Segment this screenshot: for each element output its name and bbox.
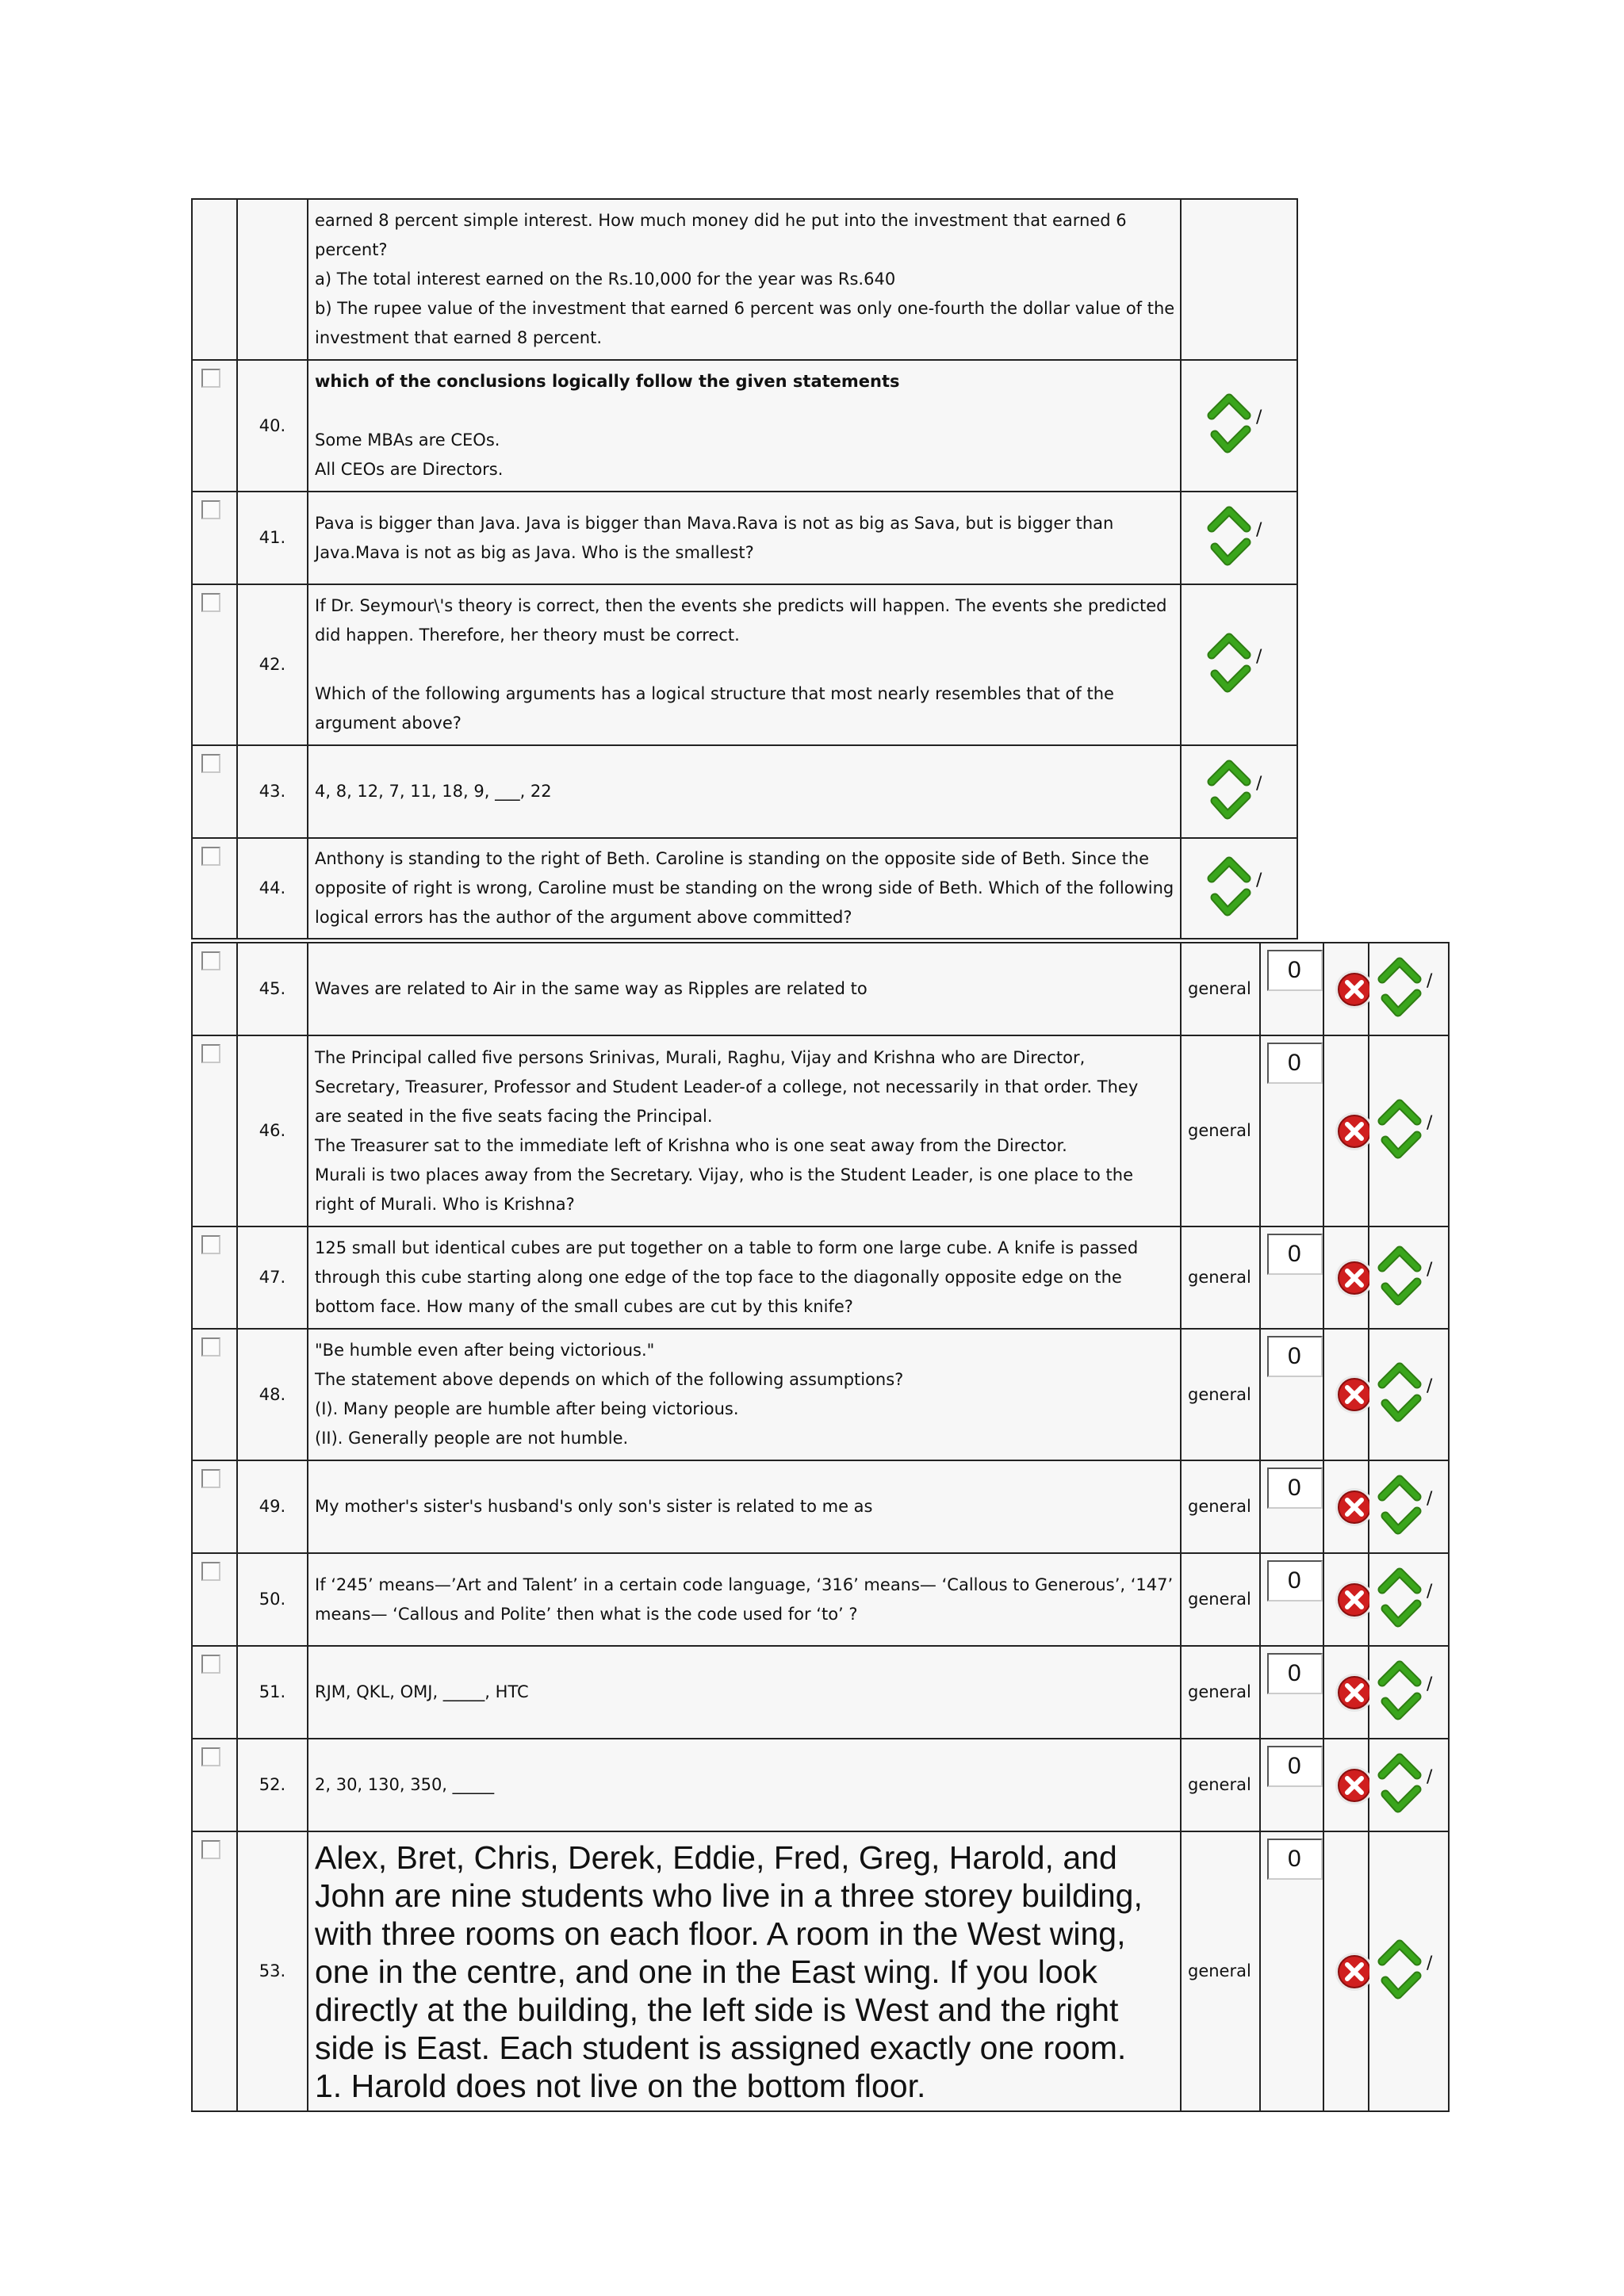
question-row — [192, 1329, 1449, 1460]
vote-arrows-icon — [1207, 504, 1254, 572]
vote-up-highlight — [1382, 1367, 1417, 1384]
vote-cell — [1181, 838, 1297, 939]
vote-control — [1377, 1360, 1433, 1429]
question-number: 41. — [237, 492, 308, 584]
question-line: The Treasurer sat to the immediate left of Krishna who is one seat away from the Director. — [315, 1135, 1067, 1155]
score-field[interactable]: 0 — [1267, 1560, 1323, 1601]
checkbox-icon[interactable] — [201, 1044, 220, 1063]
delete-wrapper — [1324, 969, 1369, 1010]
vote-control — [1377, 1659, 1433, 1727]
category-label: general — [1181, 1329, 1260, 1460]
question-row — [192, 492, 1297, 584]
question-line: investment that earned 8 percent. — [315, 328, 603, 347]
score-cell — [1260, 1460, 1323, 1553]
score-cell — [1260, 943, 1323, 1035]
question-number: 44. — [237, 838, 308, 939]
score-cell — [1260, 1329, 1323, 1460]
question-line: "Be humble even after being victorious." — [315, 1341, 655, 1360]
delete-cell — [1323, 943, 1369, 1035]
vote-up-highlight — [1382, 1665, 1417, 1682]
question-line: one in the centre, and one in the East wing. If you look — [315, 1953, 1097, 1990]
category-label: general — [1181, 943, 1260, 1035]
score-field[interactable]: 0 — [1267, 1043, 1323, 1084]
select-cell — [192, 584, 237, 745]
question-line: 2, 30, 130, 350, _____ — [315, 1775, 495, 1794]
vote-cell — [1369, 1035, 1449, 1226]
vote-cell — [1369, 1831, 1449, 2111]
checkbox-icon[interactable] — [201, 754, 220, 773]
score-cell — [1260, 1226, 1323, 1329]
delete-wrapper — [1324, 1374, 1369, 1415]
select-cell — [192, 360, 237, 492]
question-line: (I). Many people are humble after being victorious. — [315, 1399, 739, 1418]
vote-control — [1207, 392, 1262, 460]
question-number: 46. — [237, 1035, 308, 1226]
vote-control — [1377, 955, 1433, 1024]
question-number: 50. — [237, 1553, 308, 1646]
question-row — [192, 360, 1297, 492]
score-field[interactable]: 0 — [1267, 1653, 1323, 1694]
vote-up-highlight — [1212, 861, 1247, 878]
vote-control — [1377, 1938, 1433, 2006]
question-line: 1. Harold does not live on the bottom floor. — [315, 2067, 926, 2104]
question-text — [308, 492, 1181, 584]
question-number: 48. — [237, 1329, 308, 1460]
vote-up-highlight — [1212, 511, 1247, 528]
vote-up-highlight — [1382, 1572, 1417, 1590]
vote-arrows-icon — [1377, 1244, 1425, 1312]
category-label: general — [1181, 1831, 1260, 2111]
question-number: 42. — [237, 584, 308, 745]
question-line: 4, 8, 12, 7, 11, 18, 9, ___, 22 — [315, 782, 552, 801]
delete-cell — [1323, 1460, 1369, 1553]
vote-separator: / — [1427, 1488, 1433, 1509]
question-text — [308, 1646, 1181, 1739]
vote-cell — [1369, 1553, 1449, 1646]
vote-arrows-icon — [1207, 758, 1254, 826]
question-text — [308, 199, 1181, 360]
category-label: general — [1181, 1460, 1260, 1553]
vote-arrows-icon — [1377, 1566, 1425, 1634]
score-field[interactable]: 0 — [1267, 1839, 1323, 1880]
question-row — [192, 838, 1297, 939]
vote-arrows-icon — [1377, 1659, 1425, 1727]
checkbox-icon[interactable] — [201, 593, 220, 612]
question-row — [192, 1226, 1449, 1329]
question-number: 45. — [237, 943, 308, 1035]
question-text — [308, 1329, 1181, 1460]
score-field[interactable]: 0 — [1267, 1336, 1323, 1377]
question-line: Some MBAs are CEOs. — [315, 430, 500, 450]
question-line: a) The total interest earned on the Rs.10,000 for the year was Rs.640 — [315, 270, 896, 289]
score-field[interactable]: 0 — [1267, 1468, 1323, 1509]
category-label: general — [1181, 1035, 1260, 1226]
delete-wrapper — [1324, 1765, 1369, 1806]
checkbox-icon[interactable] — [201, 1562, 220, 1581]
vote-up-highlight — [1382, 1758, 1417, 1775]
select-cell — [192, 199, 237, 360]
question-number: 53. — [237, 1831, 308, 2111]
question-line: Pava is bigger than Java. Java is bigger than Mava.Rava is not as big as Sava, but is bigger than — [315, 513, 1114, 533]
delete-wrapper — [1324, 1672, 1369, 1713]
delete-cell — [1323, 1329, 1369, 1460]
select-cell — [192, 1226, 237, 1329]
vote-separator: / — [1427, 1376, 1433, 1396]
vote-up-highlight — [1212, 637, 1247, 655]
blank-line — [315, 396, 1174, 426]
vote-separator: / — [1427, 1674, 1433, 1694]
score-field[interactable]: 0 — [1267, 1746, 1323, 1787]
category-label: general — [1181, 1226, 1260, 1329]
question-text — [308, 1226, 1181, 1329]
vote-control — [1207, 758, 1262, 826]
question-line: RJM, QKL, OMJ, _____, HTC — [315, 1682, 529, 1701]
question-line: Murali is two places away from the Secretary. Vijay, who is the Student Leader, is one place to the — [315, 1165, 1133, 1184]
vote-separator: / — [1427, 1581, 1433, 1601]
delete-wrapper — [1324, 1579, 1369, 1621]
question-text — [308, 745, 1181, 838]
blank-line — [315, 650, 1174, 679]
question-text — [308, 360, 1181, 492]
delete-wrapper — [1324, 1257, 1369, 1299]
question-line: did happen. Therefore, her theory must be correct. — [315, 626, 740, 645]
question-line: Secretary, Treasurer, Professor and Student Leader-of a college, not necessarily in that order. They — [315, 1077, 1139, 1096]
vote-up-highlight — [1382, 1104, 1417, 1121]
score-cell — [1260, 1035, 1323, 1226]
question-line: means— ‘Callous and Polite’ then what is the code used for ‘to’ ? — [315, 1604, 858, 1624]
vote-cell — [1369, 1460, 1449, 1553]
question-row — [192, 1553, 1449, 1646]
question-text — [308, 584, 1181, 745]
question-line: The statement above depends on which of the following assumptions? — [315, 1370, 904, 1389]
question-row — [192, 1035, 1449, 1226]
vote-separator: / — [1427, 970, 1433, 991]
question-line: earned 8 percent simple interest. How much money did he put into the investment that earned 6 — [315, 211, 1127, 230]
question-line: are seated in the five seats facing the Principal. — [315, 1106, 713, 1126]
vote-up-highlight — [1382, 1250, 1417, 1268]
question-text — [308, 943, 1181, 1035]
vote-arrows-icon — [1377, 1751, 1425, 1820]
vote-arrows-icon — [1377, 1097, 1425, 1165]
checkbox-icon[interactable] — [201, 951, 220, 970]
vote-up-highlight — [1382, 1479, 1417, 1497]
select-cell — [192, 1831, 237, 2111]
question-row — [192, 1646, 1449, 1739]
question-number: 51. — [237, 1646, 308, 1739]
question-line: with three rooms on each floor. A room in the West wing, — [315, 1915, 1126, 1952]
checkbox-icon[interactable] — [201, 847, 220, 866]
score-cell — [1260, 1646, 1323, 1739]
delete-cell — [1323, 1035, 1369, 1226]
question-line: (II). Generally people are not humble. — [315, 1429, 629, 1448]
select-cell — [192, 745, 237, 838]
checkbox-icon[interactable] — [201, 1235, 220, 1254]
checkbox-icon[interactable] — [201, 1469, 220, 1488]
vote-cell — [1369, 1646, 1449, 1739]
score-cell — [1260, 1739, 1323, 1831]
vote-cell — [1181, 360, 1297, 492]
question-line: bottom face. How many of the small cubes are cut by this knife? — [315, 1297, 853, 1316]
vote-separator: / — [1427, 1953, 1433, 1973]
vote-control — [1207, 631, 1262, 699]
vote-control — [1377, 1244, 1433, 1312]
vote-control — [1207, 855, 1262, 923]
question-line: right of Murali. Who is Krishna? — [315, 1194, 575, 1214]
question-line: John are nine students who live in a three storey building, — [315, 1877, 1143, 1914]
delete-cell — [1323, 1553, 1369, 1646]
question-line: side is East. Each student is assigned exactly one room. — [315, 2029, 1127, 2066]
vote-separator: / — [1256, 870, 1262, 890]
checkbox-icon[interactable] — [201, 369, 220, 388]
vote-cell — [1369, 1739, 1449, 1831]
vote-cell — [1181, 492, 1297, 584]
question-line: argument above? — [315, 714, 462, 733]
vote-cell — [1369, 1226, 1449, 1329]
question-line: The Principal called five persons Srinivas, Murali, Raghu, Vijay and Krishna who are Director, — [315, 1047, 1086, 1067]
checkbox-icon[interactable] — [201, 1747, 220, 1766]
vote-control — [1377, 1751, 1433, 1820]
delete-wrapper — [1324, 1111, 1369, 1152]
vote-cell — [1181, 584, 1297, 745]
vote-arrows-icon — [1207, 855, 1254, 923]
vote-arrows-icon — [1377, 1938, 1425, 2006]
vote-separator: / — [1256, 773, 1262, 794]
delete-wrapper — [1324, 1951, 1369, 1992]
vote-control — [1377, 1473, 1433, 1541]
select-cell — [192, 1739, 237, 1831]
select-cell — [192, 1646, 237, 1739]
question-line: Which of the following arguments has a logical structure that most nearly resembles that of the — [315, 684, 1114, 703]
delete-cell — [1323, 1739, 1369, 1831]
vote-arrows-icon — [1377, 955, 1425, 1024]
question-line: directly at the building, the left side is West and the right — [315, 1991, 1119, 2028]
category-label: general — [1181, 1739, 1260, 1831]
score-cell — [1260, 1553, 1323, 1646]
question-number: 52. — [237, 1739, 308, 1831]
vote-control — [1377, 1566, 1433, 1634]
vote-arrows-icon — [1377, 1473, 1425, 1541]
select-cell — [192, 943, 237, 1035]
question-number — [237, 199, 308, 360]
score-field[interactable]: 0 — [1267, 1234, 1323, 1275]
question-text — [308, 1460, 1181, 1553]
question-row — [192, 199, 1297, 360]
vote-separator: / — [1256, 519, 1262, 540]
question-text — [308, 1553, 1181, 1646]
question-line: Java.Mava is not as big as Java. Who is the smallest? — [315, 542, 754, 562]
question-line: Alex, Bret, Chris, Derek, Eddie, Fred, Greg, Harold, and — [315, 1839, 1117, 1876]
vote-separator: / — [1427, 1112, 1433, 1133]
vote-separator: / — [1256, 408, 1262, 427]
question-number: 49. — [237, 1460, 308, 1553]
question-line: Anthony is standing to the right of Beth. Caroline is standing on the opposite side of Beth. Since the — [315, 849, 1150, 868]
delete-cell — [1323, 1226, 1369, 1329]
question-text — [308, 1035, 1181, 1226]
question-number: 47. — [237, 1226, 308, 1329]
question-line: My mother's sister's husband's only son's sister is related to me as — [315, 1497, 873, 1516]
question-row — [192, 584, 1297, 745]
question-number: 43. — [237, 745, 308, 838]
question-number: 40. — [237, 360, 308, 492]
select-cell — [192, 1553, 237, 1646]
checkbox-icon[interactable] — [201, 1840, 220, 1859]
question-line: which of the conclusions logically follow the given statements — [315, 372, 900, 391]
questions-table-top — [191, 198, 1298, 939]
select-cell — [192, 1035, 237, 1226]
score-field[interactable]: 0 — [1267, 950, 1323, 991]
question-line: percent? — [315, 240, 388, 259]
vote-up-highlight — [1212, 764, 1247, 782]
vote-cell — [1181, 745, 1297, 838]
vote-control — [1377, 1097, 1433, 1165]
select-cell — [192, 1460, 237, 1553]
question-line: through this cube starting along one edge of the top face to the diagonally opposite edge on the — [315, 1268, 1122, 1287]
vote-cell — [1181, 199, 1297, 360]
vote-cell — [1369, 943, 1449, 1035]
delete-cell — [1323, 1831, 1369, 2111]
select-cell — [192, 1329, 237, 1460]
vote-up-highlight — [1382, 962, 1417, 979]
question-text — [308, 1831, 1181, 2111]
select-cell — [192, 492, 237, 584]
checkbox-icon[interactable] — [201, 1655, 220, 1674]
vote-arrows-icon — [1207, 631, 1254, 699]
question-row — [192, 1460, 1449, 1553]
question-row — [192, 943, 1449, 1035]
vote-arrows-icon — [1377, 1360, 1425, 1429]
question-line: 125 small but identical cubes are put together on a table to form one large cube. A knife is passed — [315, 1238, 1139, 1257]
vote-separator: / — [1427, 1259, 1433, 1280]
question-row — [192, 1831, 1449, 2111]
vote-control — [1207, 504, 1262, 572]
questions-table-bottom — [191, 942, 1450, 2112]
vote-separator: / — [1256, 646, 1262, 667]
category-label: general — [1181, 1646, 1260, 1739]
checkbox-icon[interactable] — [201, 500, 220, 519]
category-label: general — [1181, 1553, 1260, 1646]
question-text — [308, 838, 1181, 939]
question-row — [192, 745, 1297, 838]
question-text — [308, 1739, 1181, 1831]
score-cell — [1260, 1831, 1323, 2111]
question-line: All CEOs are Directors. — [315, 460, 504, 479]
question-row — [192, 1739, 1449, 1831]
question-line: Waves are related to Air in the same way as Ripples are related to — [315, 979, 868, 998]
question-line: logical errors has the author of the argument above committed? — [315, 908, 852, 927]
vote-up-highlight — [1382, 1944, 1417, 1961]
vote-arrows-icon — [1207, 392, 1254, 460]
vote-cell — [1369, 1329, 1449, 1460]
delete-cell — [1323, 1646, 1369, 1739]
checkbox-icon[interactable] — [201, 1337, 220, 1357]
question-line: If ‘245’ means—’Art and Talent’ in a certain code language, ‘316’ means— ‘Callous to Generous’, ‘147’ — [315, 1575, 1174, 1594]
vote-separator: / — [1427, 1766, 1433, 1787]
question-line: If Dr. Seymour\'s theory is correct, then the events she predicts will happen. The events she predicted — [315, 596, 1167, 615]
question-line: b) The rupee value of the investment that earned 6 percent was only one-fourth the dollar value of the — [315, 299, 1175, 318]
select-cell — [192, 838, 237, 939]
vote-up-highlight — [1212, 398, 1247, 415]
delete-wrapper — [1324, 1487, 1369, 1528]
question-line: opposite of right is wrong, Caroline must be standing on the wrong side of Beth. Which of the following — [315, 878, 1174, 897]
